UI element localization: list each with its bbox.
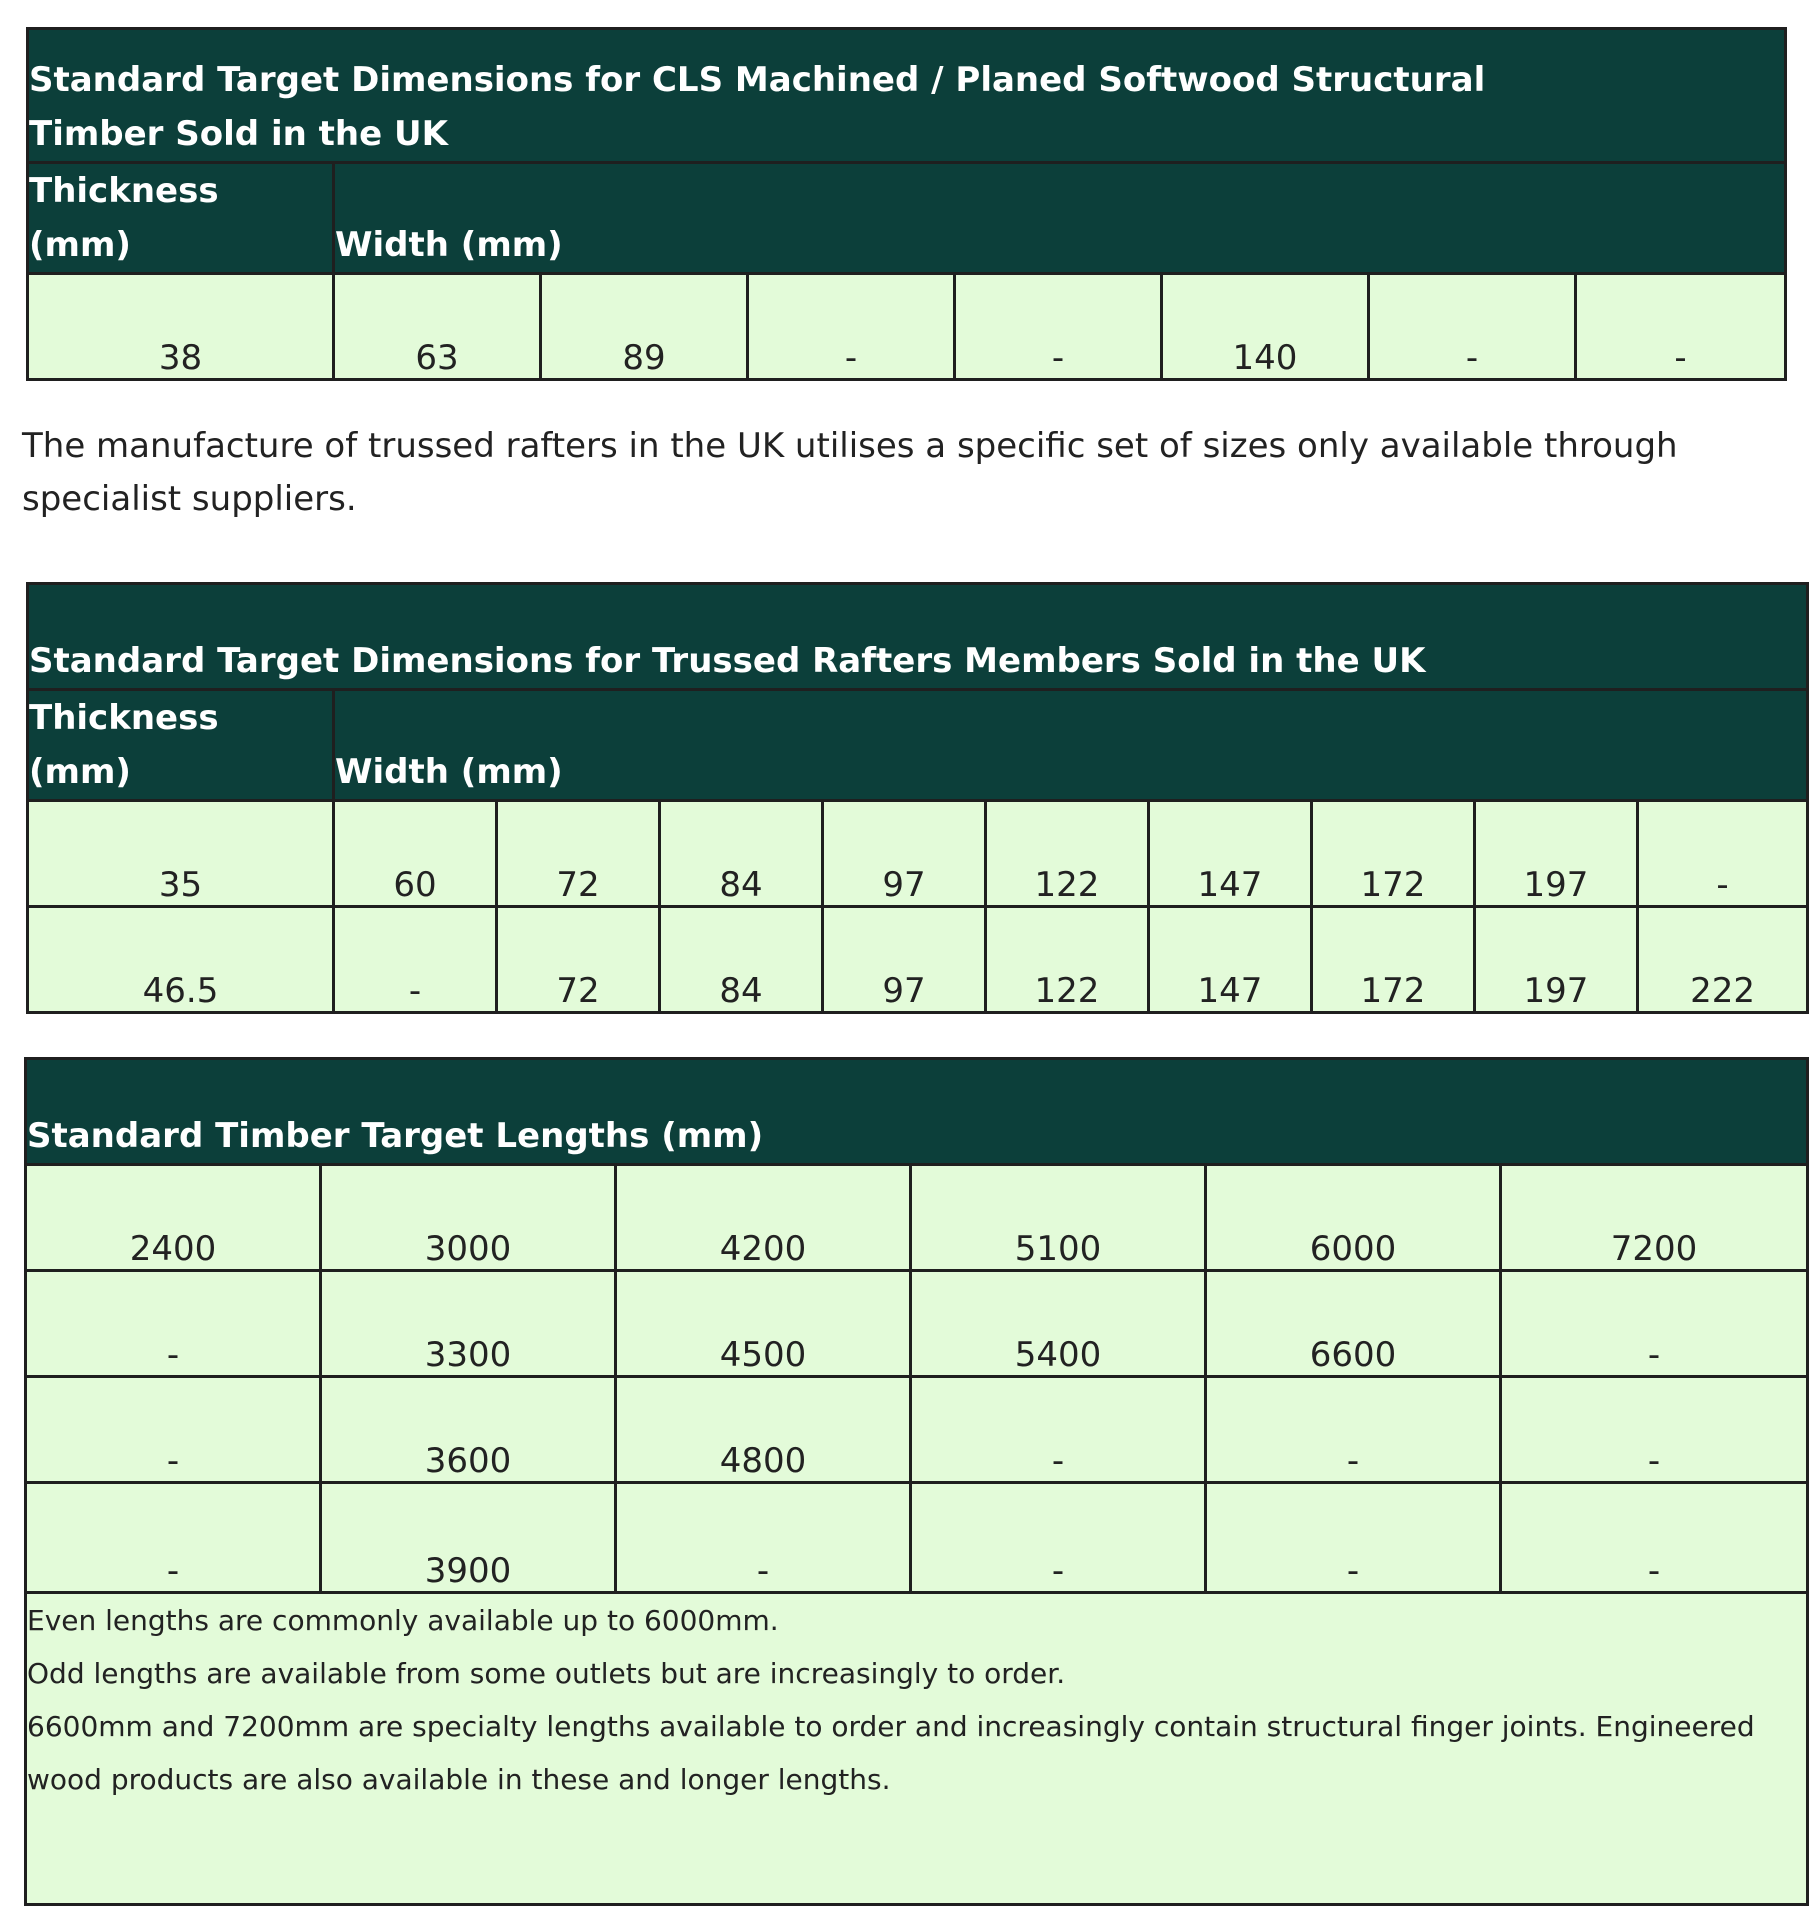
- table-cell: 38: [28, 274, 334, 380]
- table-cell: 2400: [26, 1165, 321, 1271]
- table-cell: 46.5: [28, 907, 334, 1013]
- table-cell: 72: [497, 801, 660, 907]
- table-cell: 89: [541, 274, 748, 380]
- table-row: [26, 1271, 1808, 1377]
- table-cell: 97: [823, 907, 986, 1013]
- table-title: Standard Target Dimensions for CLS Machined / Planed Softwood Structural Timber Sold in the UK: [28, 29, 1786, 163]
- table-cell: -: [1369, 274, 1576, 380]
- table-cell: 6000: [1206, 1165, 1501, 1271]
- table-cell: -: [1501, 1377, 1808, 1483]
- column-header-thickness: Thickness (mm): [28, 690, 334, 801]
- table-cell: -: [26, 1483, 321, 1593]
- note-line: Odd lengths are available from some outlets but are increasingly to order.: [27, 1657, 1066, 1690]
- table-cell: -: [1501, 1271, 1808, 1377]
- table-row: [28, 801, 1808, 907]
- target-lengths-table: [24, 1057, 1809, 1906]
- table-cell: 84: [660, 801, 823, 907]
- note-line: Even lengths are commonly available up to 6000mm.: [27, 1604, 779, 1637]
- table-cell: 172: [1312, 907, 1475, 1013]
- table-cell: 84: [660, 907, 823, 1013]
- table-row: [26, 1483, 1808, 1593]
- table-cell: 147: [1149, 801, 1312, 907]
- table-cell: 6600: [1206, 1271, 1501, 1377]
- intro-paragraph: The manufacture of trussed rafters in the UK utilises a specific set of sizes only available through specialist suppliers.: [22, 426, 1678, 519]
- table-cell: 63: [334, 274, 541, 380]
- table-cell: 35: [28, 801, 334, 907]
- table-title: Standard Target Dimensions for Trussed Rafters Members Sold in the UK: [28, 584, 1808, 690]
- table-cell: 4200: [616, 1165, 911, 1271]
- table-cell: -: [26, 1377, 321, 1483]
- table-cell: 97: [823, 801, 986, 907]
- table-cell: -: [748, 274, 955, 380]
- table-cell: 4800: [616, 1377, 911, 1483]
- column-header-width: Width (mm): [334, 690, 1808, 801]
- table-cell: 197: [1475, 907, 1638, 1013]
- table-cell: 172: [1312, 801, 1475, 907]
- table-cell: -: [26, 1271, 321, 1377]
- table-cell: -: [911, 1483, 1206, 1593]
- table-cell: -: [1638, 801, 1808, 907]
- column-header-width: Width (mm): [334, 163, 1786, 274]
- trussed-rafters-table: [26, 582, 1809, 1014]
- note-line: 6600mm and 7200mm are specialty lengths available to order and increasingly contain structural finger joints. Engineered wood products are also available in these and longer lengths.: [27, 1710, 1755, 1796]
- table-cell: -: [911, 1377, 1206, 1483]
- cls-dimensions-table: [26, 27, 1787, 381]
- table-cell: 5400: [911, 1271, 1206, 1377]
- table-cell: 222: [1638, 907, 1808, 1013]
- table-cell: 5100: [911, 1165, 1206, 1271]
- lengths-notes: [26, 1593, 1808, 1905]
- table-cell: 3000: [321, 1165, 616, 1271]
- table-cell: 4500: [616, 1271, 911, 1377]
- table-cell: -: [955, 274, 1162, 380]
- table-cell: -: [1206, 1483, 1501, 1593]
- table-row: [26, 1377, 1808, 1483]
- table-cell: 72: [497, 907, 660, 1013]
- table-row: [28, 907, 1808, 1013]
- table-row: [26, 1165, 1808, 1271]
- table-cell: 122: [986, 907, 1149, 1013]
- table-cell: 197: [1475, 801, 1638, 907]
- column-header-thickness: Thickness (mm): [28, 163, 334, 274]
- table-cell: 3600: [321, 1377, 616, 1483]
- table-cell: 60: [334, 801, 497, 907]
- table-cell: -: [334, 907, 497, 1013]
- table-cell: 147: [1149, 907, 1312, 1013]
- table-cell: 140: [1162, 274, 1369, 380]
- table-title: Standard Timber Target Lengths (mm): [26, 1059, 1808, 1165]
- table-cell: 3900: [321, 1483, 616, 1593]
- table-cell: 3300: [321, 1271, 616, 1377]
- table-cell: 122: [986, 801, 1149, 907]
- table-cell: -: [1576, 274, 1786, 380]
- table-cell: -: [1206, 1377, 1501, 1483]
- table-cell: -: [616, 1483, 911, 1593]
- table-cell: 7200: [1501, 1165, 1808, 1271]
- table-cell: -: [1501, 1483, 1808, 1593]
